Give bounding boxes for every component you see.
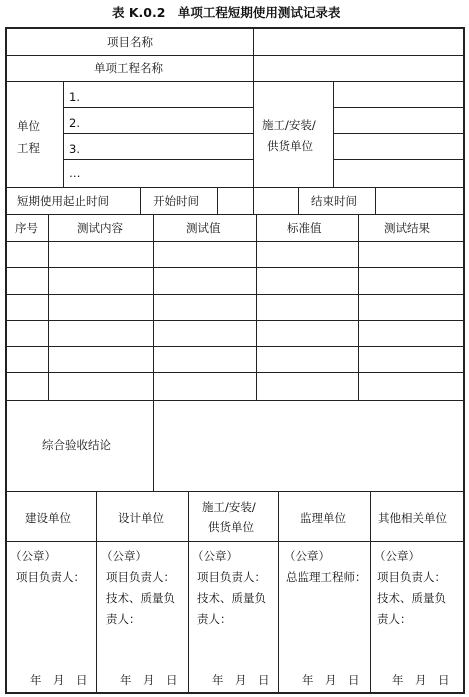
seal-label: （公章）: [10, 549, 56, 563]
row-line: [6, 346, 464, 347]
row-line: [6, 320, 464, 321]
period-divider: [375, 188, 376, 214]
row-line: [6, 187, 464, 188]
row-line: [6, 294, 464, 295]
signature-divider: [370, 492, 371, 692]
contractor-label: 施工/安装/: [262, 118, 316, 132]
row-line: [6, 267, 464, 268]
table-border-bottom: [5, 692, 465, 694]
period-divider: [298, 188, 299, 214]
row-line: [6, 214, 464, 215]
seal-label: （公章）: [101, 549, 147, 563]
date-label: 年 月 日: [392, 673, 450, 687]
signer-label: 技术、质量负: [106, 591, 175, 605]
signer-label: 责人：: [106, 612, 141, 626]
seal-label: （公章）: [192, 549, 238, 563]
signature-unit-name: 施工/安装/: [202, 500, 256, 514]
period-label: 短期使用起止时间: [17, 194, 109, 208]
signer-label: 技术、质量负: [377, 591, 446, 605]
unit-project-item: 1.: [69, 90, 80, 104]
signature-unit-name: 监理单位: [300, 511, 346, 525]
unit-project-label: 单位: [17, 119, 40, 133]
conclusion-label: 综合验收结论: [42, 438, 111, 452]
row-line: [334, 133, 464, 134]
row-line: [64, 133, 253, 134]
signature-unit-name: 其他相关单位: [378, 511, 447, 525]
signature-divider: [278, 492, 279, 692]
signer-label: 项目负责人：: [106, 570, 175, 584]
single-project-name-label: 单项工程名称: [94, 61, 163, 75]
signer-label: 技术、质量负: [197, 591, 266, 605]
unit-project-label: 工程: [17, 141, 40, 155]
unit-project-item: 2.: [69, 116, 80, 130]
table-border-left: [5, 27, 7, 694]
unit-project-item: …: [69, 166, 81, 180]
signer-label: 责人：: [197, 612, 232, 626]
period-divider: [140, 188, 141, 214]
row-line: [6, 81, 464, 82]
column-header: 测试内容: [77, 221, 123, 235]
signature-unit-name: 供货单位: [208, 520, 254, 534]
column-header: 测试值: [186, 221, 221, 235]
row-line: [64, 159, 253, 160]
row-line: [6, 400, 464, 401]
row-line: [334, 159, 464, 160]
table-border-right: [463, 27, 465, 694]
signature-divider: [96, 492, 97, 692]
row-line: [6, 491, 464, 492]
date-label: 年 月 日: [30, 673, 88, 687]
end-time-label: 结束时间: [311, 194, 357, 208]
column-header: 序号: [15, 221, 38, 235]
signature-unit-name: 建设单位: [25, 511, 71, 525]
row-line: [64, 107, 253, 108]
column-header: 标准值: [287, 221, 322, 235]
date-label: 年 月 日: [212, 673, 270, 687]
start-time-label: 开始时间: [153, 194, 199, 208]
column-header: 测试结果: [384, 221, 430, 235]
unit-project-item: 3.: [69, 142, 80, 156]
project-name-label: 项目名称: [107, 35, 153, 49]
table-border-top: [5, 27, 465, 29]
signature-unit-name: 设计单位: [118, 511, 164, 525]
signer-label: 项目负责人：: [16, 570, 85, 584]
seal-label: （公章）: [284, 549, 330, 563]
contractor-label-divider: [333, 82, 334, 187]
date-label: 年 月 日: [302, 673, 360, 687]
period-divider: [217, 188, 218, 214]
row-line: [6, 372, 464, 373]
date-label: 年 月 日: [120, 673, 178, 687]
seal-label: （公章）: [374, 549, 420, 563]
row-line: [6, 241, 464, 242]
signer-label: 项目负责人：: [197, 570, 266, 584]
column-divider: [153, 215, 154, 492]
contractor-label: 供货单位: [267, 139, 313, 153]
signature-divider: [188, 492, 189, 692]
signer-label: 责人：: [377, 612, 412, 626]
document-title: 表 K.0.2 单项工程短期使用测试记录表: [112, 5, 341, 20]
row-line: [6, 55, 464, 56]
signer-label: 项目负责人：: [377, 570, 446, 584]
row-line: [6, 541, 464, 542]
unit-label-divider: [63, 82, 64, 187]
signer-label: 总监理工程师：: [286, 570, 367, 584]
row-line: [334, 107, 464, 108]
